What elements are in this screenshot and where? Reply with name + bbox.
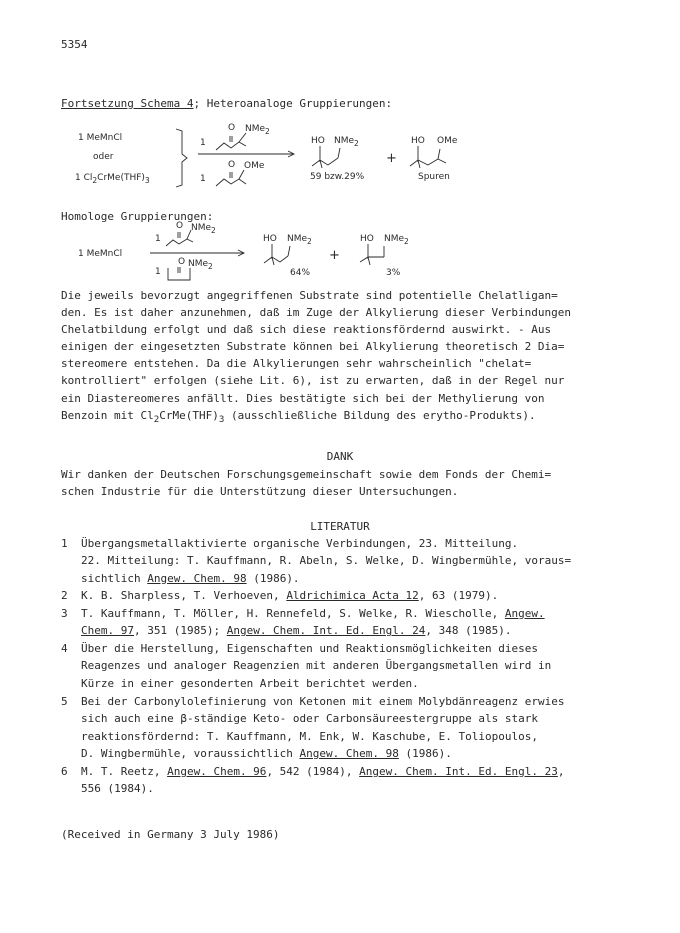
dank-heading: DANK [326, 450, 354, 463]
paragraph-line: stereomere entstehen. Da die Alkylierungen sehr wahrscheinlich "chelat= [61, 357, 532, 371]
reaction-arrow [198, 149, 298, 159]
substrate1-count: 1 [200, 138, 206, 148]
paragraph-line: Chelatbildung erfolgt und daß sich diese reaktionsfördernd auswirkt. - Aus [61, 323, 552, 337]
paragraph-last-line: Benzoin mit $Cl_2CrMe(THF)_3$ (ausschließliche Bildung des erytho-Produkts). [61, 408, 536, 425]
homologe-product2-yield: 3% [386, 268, 401, 278]
substrate1-o: O [228, 123, 236, 133]
reagent-oder: oder [93, 152, 114, 162]
homologe-substrate2-count: 1 [155, 267, 161, 277]
paragraph-line: Die jeweils bevorzugt angegriffenen Substrate sind potentielle Chelatligan= [61, 289, 558, 302]
dank-line: Wir danken der Deutschen Forschungsgemeinschaft sowie dem Fonds der Chemi= [61, 468, 552, 481]
plus-sign-2: + [329, 248, 340, 263]
product2-yield: Spuren [418, 172, 450, 182]
scheme-heading [61, 95, 392, 112]
brace [174, 128, 194, 188]
reagent-memncl: 1 MeMnCl [78, 133, 123, 143]
homologe-product2-nme2: NMe$_2$ [384, 234, 409, 246]
substrate2-o: O [228, 160, 236, 170]
product1-yield: 59 bzw.29% [310, 172, 365, 182]
paragraph-line: einigen der eingesetzten Substrate können bei Alkylierung theoretisch 2 Dia= [61, 340, 565, 354]
homologe-reaction-arrow [150, 248, 250, 258]
reference-number: 5 [61, 695, 68, 708]
reference-number: 4 [61, 642, 68, 655]
product1-nme2: NMe$_2$ [334, 136, 359, 148]
homologe-substrate1-count: 1 [155, 234, 161, 244]
substrate2-count: 1 [200, 174, 206, 184]
dank-line: schen Industrie für die Unterstützung dieser Untersuchungen. [61, 485, 459, 499]
reagent-cl2crme: 1 $Cl_2CrMe(THF)_3$ [75, 173, 150, 185]
paragraph-line: den. Es ist daher anzunehmen, daß im Zuge der Alkylierung dieser Verbindungen [61, 306, 571, 320]
homologe-substrate2-o: O [178, 257, 186, 267]
product1-ho: HO [311, 136, 325, 146]
homologe-substrate1-nme2: NMe$_2$ [191, 223, 216, 235]
reference-number: 3 [61, 607, 68, 620]
paragraph-line: ein Diastereomeres anfällt. Dies bestätigte sich bei der Methylierung von [61, 391, 545, 405]
homologe-substrate1-o: O [176, 221, 184, 231]
scheme-heading-underlined: Fortsetzung Schema 4 [61, 97, 194, 110]
substrate1-nme2: NMe$_2$ [245, 124, 270, 136]
homologe-product1-ho: HO [263, 234, 277, 244]
substrate2-structure [208, 166, 268, 196]
scheme-heading-rest: ; Heteroanaloge Gruppierungen: [193, 97, 393, 110]
body-paragraph [61, 287, 631, 424]
homologe-product2-structure [358, 244, 408, 274]
literatur-heading: LITERATUR [310, 520, 370, 533]
plus-sign-1: + [386, 151, 397, 166]
reference-number: 6 [61, 765, 68, 778]
received-line: (Received in Germany 3 July 1986) [61, 828, 280, 841]
reference-number: 1 [61, 537, 68, 550]
homologe-reagent: 1 MeMnCl [78, 249, 123, 259]
homologe-heading: Homologe Gruppierungen: [61, 210, 214, 223]
dank-text [61, 466, 631, 500]
product2-ho: HO [411, 136, 425, 146]
reference-number: 2 [61, 589, 68, 602]
homologe-substrate2-nme2: NMe$_2$ [188, 259, 213, 271]
substrate2-ome: OMe [244, 161, 265, 171]
page-number: 5354 [61, 38, 88, 51]
homologe-product2-ho: HO [360, 234, 374, 244]
homologe-product1-yield: 64% [290, 268, 311, 278]
homologe-product1-nme2: NMe$_2$ [287, 234, 312, 246]
paragraph-line: kontrolliert" erfolgen (siehe Lit. 6), ist zu erwarten, daß in der Regel nur [61, 374, 565, 388]
product2-ome: OMe [437, 136, 458, 146]
